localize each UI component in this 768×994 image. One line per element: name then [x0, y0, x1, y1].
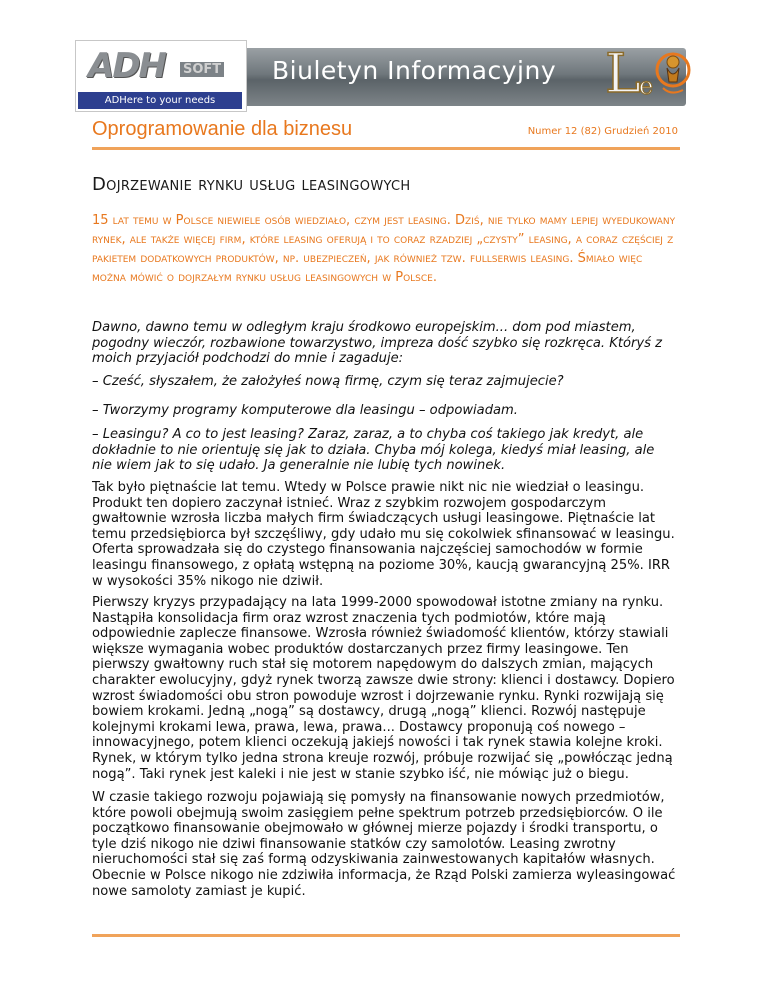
article-lead: 15 lat temu w Polsce niewiele osób wiedziało, czym jest leasing. Dziś, nie tylko mamy lepiej wyedukowany rynek, ale także więcej firm, które leasing oferują i to coraz rzadziej „czysty” leasing, a coraz częściej z pakietem dodatkowych produktów, np. ubezpieczeń, jak również tzw. fullserwis leasing. Śmiało więc można mówić o dojrzałym rynku usług leasingowych w Polsce.	[92, 213, 676, 285]
paragraph-3: W czasie takiego rozwoju pojawiają się pomysły na finansowanie nowych przedmiotów, które powoli obejmują swoim zasięgiem pełne spektrum potrzeb przedsiębiorców. O ile początkowo finansowanie obejmowało w głównej mierze pojazdy i środki transportu, o tyle dziś nikogo nie dziwi finansowanie statków czy samolotów. Leasing zwrotny nieruchomości stał się zaś formą odzyskiwania zainwestowanych kapitałów własnych. Obecnie w Polsce nikogo nie zdziwiła informacja, że Rząd Polski zamierza wyleasingować nowe samoloty zamiast je kupić.	[92, 790, 676, 899]
adh-logo-soft: SOFT	[180, 62, 224, 77]
leo-lion-head-icon	[667, 56, 679, 68]
leo-letter-e: e	[639, 72, 654, 100]
issue-info: Numer 12 (82) Grudzień 2010	[527, 126, 678, 137]
dialogue-line-1: – Cześć, słyszałem, że założyłeś nową firmę, czym się teraz zajmujecie?	[92, 374, 564, 389]
leo-lion-body-icon	[667, 68, 679, 82]
dialogue-line-2: – Tworzymy programy komputerowe dla leasingu – odpowiadam.	[92, 403, 518, 418]
leo-letter-l: L	[605, 42, 641, 105]
paragraph-2: Pierwszy kryzys przypadający na lata 1999-2000 spowodował istotne zmiany na rynku. Nastąpiła konsolidacja firm oraz wzrost znaczenia tych podmiotów, które mają odpowiednie zaplecze finansowe. Wzrosła również świadomość klientów, którzy stawiali większe wymagania wobec produktów dostarczanych przez firmy leasingowe. Ten pierwszy gwałtowny ruch stał się motorem napędowym do dalszych zmian, mających charakter ewolucyjny, gdyż rynek tworzą zawsze dwie strony: klienci i dostawcy. Dopiero wzrost świadomości obu stron powoduje wzrost i dojrzewanie rynku. Rynki rozwijają się bowiem krokami. Jedną „nogą” są dostawcy, drugą „nogą” klienci. Rozwój następuje kolejnymi krokami lewa, prawa, lewa, prawa... Dostawcy proponują coś nowego – innowacyjnego, potem klienci oczekują jakiejś nowości i tak rynek stawia kolejne kroki. Rynek, w którym tylko jedna strona kreuje rozwój, próbuje rozwijać się „powłócząc jedną nogą”. Taki rynek jest kaleki i nie jest w stanie szybko iść, nie mówiąc już o biegu.	[92, 595, 675, 782]
bulletin-title: Biuletyn Informacyjny	[272, 56, 557, 85]
logo-tagline: ADHere to your needs	[78, 92, 242, 109]
dialogue-line-3: – Leasingu? A co to jest leasing? Zaraz, zaraz, a to chyba coś takiego jak kredyt, ale dokładnie to nie orientuję się jak to działa. Chyba mój kolega, kiedyś miał leasing, ale nie wiem jak to się udało. Ja generalnie nie lubię tych nowinek.	[92, 427, 655, 474]
intro-paragraph: Dawno, dawno temu w odległym kraju środkowo europejskim... dom pod miastem, pogodny wieczór, rozbawione towarzystwo, impreza dość szybko się rozkręca. Któryś z moich przyjaciół podchodzi do mnie i zagaduje:	[92, 320, 662, 367]
leo-logo	[605, 36, 695, 106]
paragraph-1: Tak było piętnaście lat temu. Wtedy w Polsce prawie nikt nic nie wiedział o leasingu. Produkt ten dopiero zaczynał istnieć. Wraz z szybkim rozwojem gospodarczym gwałtownie wzrosła liczba małych firm świadczących usługi leasingowe. Piętnaście lat temu przedsiębiorca był szczęśliwy, gdy udało mu się cokolwiek sfinansować w leasingu. Oferta sprowadzała się do czystego finansowania najczęściej samochodów w formie leasingu finansowego, z opłatą wstępną na poziome 30%, kaucją gwarancyjną 25%. IRR w wysokości 35% nikogo nie dziwił.	[92, 480, 675, 589]
adh-logo-mark: ADH	[88, 46, 165, 86]
header-divider	[92, 147, 680, 150]
article-title: Dojrzewanie rynku usług leasingowych	[92, 174, 411, 195]
footer-divider	[92, 934, 680, 937]
section-title: Oprogramowanie dla biznesu	[92, 118, 353, 140]
leo-swash	[663, 88, 683, 93]
